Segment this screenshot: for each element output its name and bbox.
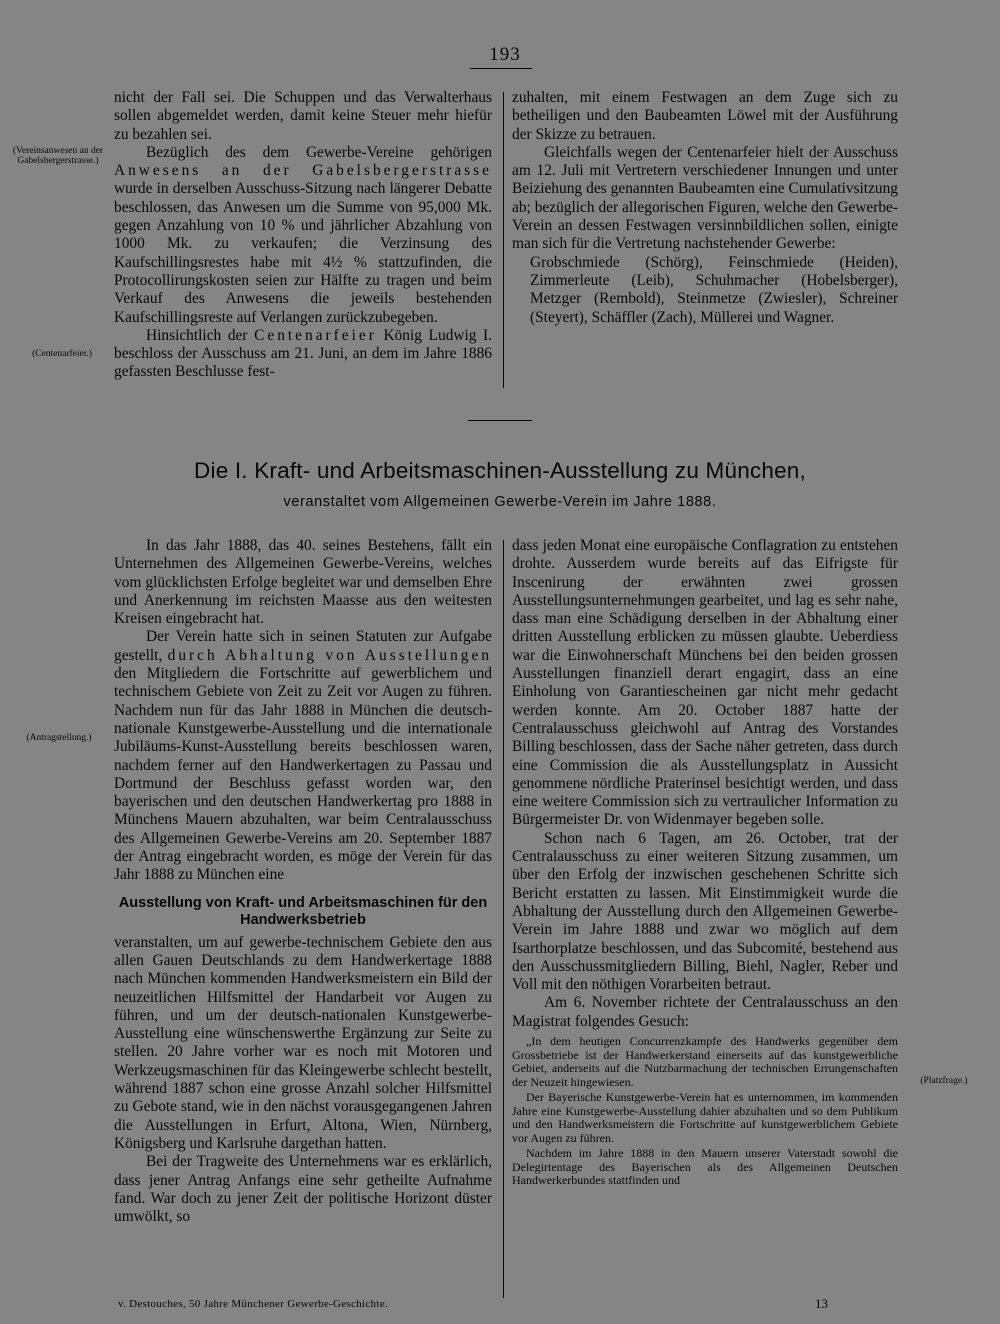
gewerbe-list: Grobschmiede (Schörg), Feinschmiede (Heiden), Zimmerleute (Leib), Schuhmacher (Hobelsberger), Metzger (Rembold), Steinmetze (Zwiesler), Schreiner (Steyert), Schäffler (Zach), Müllerei und Wagner. <box>530 253 898 326</box>
article-left-paragraph-3: veranstalten, um auf gewerbe-technischem Gebiete den aus allen Gauen Deutschlands zu dem Handwerkertage 1888 nach München kommenden Handwerksmeistern ein Bild der neuzeitlichen Hilfsmittel der Handarbeit vor Augen zu führen, und um der deutsch-nationalen Kunstgewerbe-Ausstellung eine wünschenswerthe Ergänzung zur Seite zu stellen. 20 Jahre vorher war es noch mit Motoren und Werkzeugsmaschinen für das Kleingewerbe schlecht bestellt, während 1887 schon eine grosse Anzahl solcher Hilfsmittel zu Gebote stand, wie in den nächst vorausgegangenen Jahren die Ausstellungen in Erfurt, Altona, Wien, Nürnberg, Königsberg und Karlsruhe dargethan hatten. <box>114 933 492 1152</box>
article-left-paragraph-2-end: den Mitgliedern die Fortschritte auf gewerblichem und technischem Gebiete von Zeit zu Zeit vor Augen zu führen. Nachdem nun für das Jahr 1888 in München die deutsch-nationale Kunstgewerbe-Ausstellung und die internationale Jubiläums-Kunst-Ausstellung bereits beschlossen waren, nachdem ferner auf den Handwerkertagen zu Passau und Dortmund der Beschluss gefasst worden war, den bayerischen und den deutschen Handwerkertag pro 1888 in Münchens Mauern abzuhalten, war beim Centralausschuss des Allgemeinen Gewerbe-Vereins am 20. September 1887 der Antrag eingebracht worden, es möge der Verein für das Jahr 1888 zu München eine <box>114 665 492 884</box>
article-left-column <box>114 537 492 1226</box>
top-left-paragraph-3-end: beschloss der Ausschuss am 21. Juni, an dem im Jahre 1886 gefassten Beschlusse fest- <box>114 345 492 381</box>
article-right-paragraph-1: dass jeden Monat eine europäische Conflagration zu entstehen drohte. Ausserdem wurde bereits auf das Eifrigste für Inscenirung der erwähnten zwei grossen Ausstellungsunternehmungen gearbeitet, und lag es sehr nahe, dass man eine Schädigung derselben in der Abhaltung einer dritten Ausstellung erblicken zu müssen glaubte. Ueberdiess war die Einwohnerschaft Münchens bei den beiden grossen Ausstellungen finanziell derart engagirt, dass an eine Einholung von Garantiescheinen gar nicht mehr gedacht werden konnte. Am 20. October 1887 hatte der Centralausschuss gleichwohl auf Antrag des Vorstandes Billing beschlossen, dass der Sache näher getreten, dass durch eine Commission die als Ausstellungsplatz in Aussicht genommene nördliche Praterinsel besichtigt werden, und dass eine weitere Commission sich zu vertraulicher Information zu Bürgermeister Dr. von Widenmayer begeben solle. <box>512 537 898 829</box>
top-right-paragraph-1: zuhalten, mit einem Festwagen an dem Zuge sich zu betheiligen und den Baubeamten Löwel mit der Ausführung der Skizze zu betrauen. <box>512 89 898 143</box>
margin-note-antragstellung: (Antragstellung.) <box>26 733 92 743</box>
article-column-divider <box>503 540 504 1298</box>
article-right-paragraph-3: Am 6. November richtete der Centralausschuss an den Magistrat folgendes Gesuch: <box>512 994 898 1030</box>
top-column-divider <box>503 92 504 388</box>
article-title: Die I. Kraft- und Arbeitsmaschinen-Ausstellung zu München, <box>194 458 806 483</box>
margin-note-platzfrage: (Platzfrage.) <box>920 1076 968 1086</box>
top-right-paragraph-2: Gleichfalls wegen der Centenarfeier hielt der Ausschuss am 12. Juli mit Vertretern verschiedener Innungen und unter Beiziehung des genannten Baubeamten eine Cumulativsitzung ab; bezüglich der allegorischen Figuren, welche den Gewerbe-Verein an dessen Festwagen versinnbildlichen sollen, einigte man sich für die Vertretung nachstehender Gewerbe: <box>512 143 898 253</box>
article-left-paragraph-2-start: Der Verein hatte sich in seinen Statuten zur Aufgabe gestellt, <box>114 628 492 664</box>
article-left-paragraph-4: Bei der Tragweite des Unternehmens war es erklärlich, dass jener Antrag Anfangs eine sehr getheilte Aufnahme fand. War doch zu jener Zeit der politische Horizont düster umwölkt, so <box>114 1153 492 1226</box>
top-left-paragraph-2-start: Bezüglich des dem Gewerbe-Vereine gehörigen <box>146 143 492 161</box>
centenar-heading: Centenarfeier <box>254 326 377 344</box>
article-right-paragraph-2: Schon nach 6 Tagen, am 26. October, trat der Centralausschuss zu einer weiteren Sitzung zusammen, um über den Erfolg der inzwischen geschehenen Schritte sich Bericht erstatten zu lassen. Mit Einstimmigkeit wurde die Abhaltung der Ausstellung durch den Allgemeinen Gewerbe-Verein im Jahre 1888 und zwar wo möglich auf dem Isarthorplatze beschlossen, und das Subcomité, bestehend aus den Ausschussmitgliedern Billing, Biehl, Nagler, Reber und Voll mit den nöthigen Vorarbeiten betraut. <box>512 829 898 994</box>
section-divider <box>468 420 532 421</box>
top-left-column <box>114 89 492 382</box>
exhibition-subheading: Ausstellung von Kraft- und Arbeitsmaschinen für den Handwerksbetrieb <box>118 894 488 929</box>
centenar-tail: König Ludwig I. <box>383 326 492 344</box>
margin-note-vereinsanwesen: (Vereinsanwesen an der Gabelsbergerstrasse.) <box>12 146 104 166</box>
top-left-paragraph-3 <box>114 327 492 382</box>
quote-paragraph-2: Der Bayerische Kunstgewerbe-Verein hat es unternommen, im kommenden Jahre eine Kunstgewerbe-Ausstellung dahier abzuhalten und so dem Publikum und den Handwerksmeistern die Fortschritte auf kunstgewerblichem Gebiete vor Augen zu führen. <box>512 1090 898 1145</box>
footer-source: v. Destouches, 50 Jahre Münchener Gewerbe-Geschichte. <box>118 1298 388 1310</box>
article-left-paragraph-2-spaced: durch Abhaltung von Ausstellungen <box>167 646 492 664</box>
quote-paragraph-3: Nachdem im Jahre 1888 in den Mauern unserer Vaterstadt sowohl die Delegirtentage des Bayerischen als des Allgemeinen Deutschen Handwerkerbundes stattfinden und <box>512 1146 898 1188</box>
article-subtitle: veranstaltet vom Allgemeinen Gewerbe-Verein im Jahre 1888. <box>283 494 717 510</box>
top-right-column <box>512 89 898 327</box>
footer-sheet-number: 13 <box>815 1296 828 1311</box>
article-left-paragraph-2 <box>114 628 492 884</box>
page-number-rule <box>470 68 532 69</box>
top-left-paragraph-3-start: Hinsichtlich der <box>146 326 248 344</box>
top-left-paragraph-1: nicht der Fall sei. Die Schuppen und das Verwalterhaus sollen abgemeldet werden, damit keine Steuer mehr hiefür zu bezahlen sei. <box>114 89 492 143</box>
quote-paragraph-1: „In dem heutigen Concurrenzkampfe des Handwerks gegenüber dem Grossbetriebe ist der Handwerkerstand einerseits auf das kunstgewerbliche Gebiet, anderseits auf die Nutzbarmachung der technischen Errungenschaften der Neuzeit hingewiesen. <box>512 1034 898 1089</box>
top-left-paragraph-2-end: wurde in derselben Ausschuss-Sitzung nach längerer Debatte beschlossen, das Anwesen um die Summe von 95,000 Mk. gegen Anzahlung von 10 % und jährlicher Abzahlung von 1000 Mk. zu verkaufen; die Verzinsung des Kaufschillingsrestes habe mit 4½ % stattzufinden, die Protocollirungskosten seien zur Hälfte zu tragen und beim Verkauf des Anwesens die jeweils bestehenden Kaufschillingsreste auf Verlangen zurückzubegeben. <box>114 180 492 326</box>
magistrat-petition-quote <box>512 1035 898 1188</box>
top-left-paragraph-2 <box>114 144 492 327</box>
anwesen-heading: Anwesens an der Gabelsbergerstrasse <box>114 162 492 180</box>
article-right-column <box>512 537 898 1190</box>
page-number: 193 <box>489 44 521 65</box>
article-left-paragraph-1: In das Jahr 1888, das 40. seines Bestehens, fällt ein Unternehmen des Allgemeinen Gewerbe-Vereins, welches vom glücklichsten Erfolge begleitet war und demselben Ehre und Anerkennung im reichsten Maasse aus den weitesten Kreisen eingebracht hat. <box>114 537 492 628</box>
margin-note-centenarfeier: (Centenarfeier.) <box>32 349 92 359</box>
